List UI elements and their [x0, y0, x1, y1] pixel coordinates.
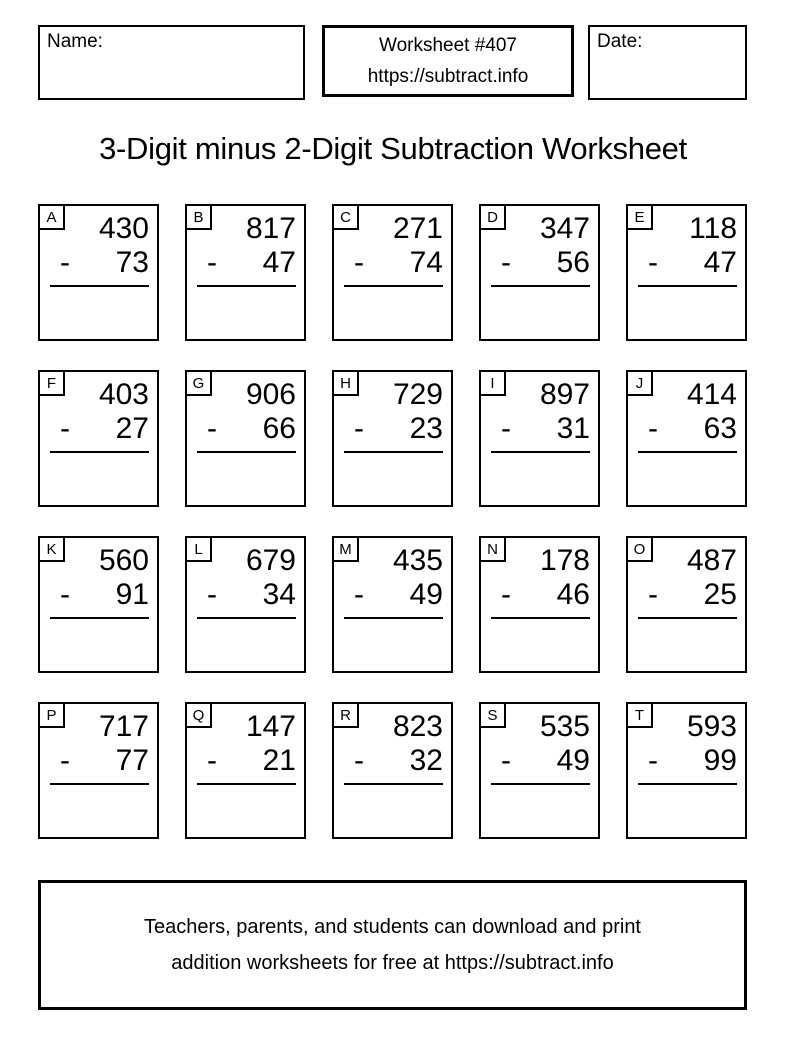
- subtrahend-value: 56: [556, 246, 590, 279]
- answer-space: [187, 453, 304, 498]
- minus-operator: -: [648, 744, 658, 777]
- minuend-value: 271: [392, 212, 443, 245]
- footer-box: [38, 880, 747, 1010]
- answer-space: [187, 785, 304, 830]
- problem-label: R: [334, 704, 359, 728]
- subtrahend-value: 49: [409, 578, 443, 611]
- minuend-value: 403: [98, 378, 149, 411]
- minus-operator: -: [60, 246, 70, 279]
- minus-operator: -: [207, 412, 217, 445]
- answer-space: [40, 785, 157, 830]
- subtrahend-value: 49: [556, 744, 590, 777]
- problem-box: [38, 702, 159, 839]
- subtrahend-row: [40, 744, 157, 778]
- subtrahend-value: 34: [262, 578, 296, 611]
- minus-operator: -: [354, 412, 364, 445]
- answer-space: [40, 619, 157, 664]
- subtrahend-row: [628, 578, 745, 612]
- subtrahend-value: 74: [409, 246, 443, 279]
- problem-label: N: [481, 538, 506, 562]
- subtrahend-row: [481, 246, 598, 280]
- problem-label: I: [481, 372, 506, 396]
- minuend-value: 679: [245, 544, 296, 577]
- answer-space: [187, 287, 304, 332]
- answer-space: [40, 287, 157, 332]
- problem-label: T: [628, 704, 653, 728]
- minuend-value: 560: [98, 544, 149, 577]
- subtrahend-row: [628, 246, 745, 280]
- minus-operator: -: [648, 578, 658, 611]
- subtrahend-row: [187, 412, 304, 446]
- problem-label: L: [187, 538, 212, 562]
- subtrahend-value: 99: [703, 744, 737, 777]
- minus-operator: -: [60, 744, 70, 777]
- subtrahend-row: [481, 412, 598, 446]
- subtrahend-row: [187, 578, 304, 612]
- minuend-value: 435: [392, 544, 443, 577]
- problem-box: [479, 702, 600, 839]
- answer-space: [481, 287, 598, 332]
- subtrahend-row: [187, 744, 304, 778]
- answer-space: [481, 453, 598, 498]
- worksheet-url: https://subtract.info: [367, 65, 529, 87]
- problem-box: [626, 204, 747, 341]
- minuend-value: 118: [689, 212, 737, 245]
- minuend-value: 535: [539, 710, 590, 743]
- problems-grid: [38, 204, 747, 839]
- problem-label: M: [334, 538, 359, 562]
- answer-space: [334, 287, 451, 332]
- subtrahend-value: 63: [703, 412, 737, 445]
- subtrahend-value: 31: [556, 412, 590, 445]
- date-field-box: [588, 25, 747, 100]
- problem-label: A: [40, 206, 65, 230]
- answer-space: [481, 619, 598, 664]
- subtrahend-row: [481, 744, 598, 778]
- minus-operator: -: [207, 578, 217, 611]
- answer-space: [628, 785, 745, 830]
- subtrahend-row: [334, 744, 451, 778]
- problem-box: [626, 536, 747, 673]
- minus-operator: -: [60, 578, 70, 611]
- date-label: Date:: [597, 31, 643, 52]
- problem-label: D: [481, 206, 506, 230]
- minus-operator: -: [501, 246, 511, 279]
- answer-space: [334, 785, 451, 830]
- problem-label: O: [628, 538, 653, 562]
- problem-box: [38, 370, 159, 507]
- footer-line-1: Teachers, parents, and students can download and print: [144, 915, 641, 938]
- subtrahend-row: [187, 246, 304, 280]
- problem-box: [479, 536, 600, 673]
- minuend-value: 430: [98, 212, 149, 245]
- subtrahend-value: 91: [115, 578, 149, 611]
- problem-label: F: [40, 372, 65, 396]
- subtrahend-row: [628, 412, 745, 446]
- subtrahend-value: 47: [262, 246, 296, 279]
- subtrahend-value: 21: [262, 744, 296, 777]
- subtrahend-value: 46: [556, 578, 590, 611]
- problem-label: G: [187, 372, 212, 396]
- subtrahend-value: 66: [262, 412, 296, 445]
- minuend-value: 823: [392, 710, 443, 743]
- minus-operator: -: [207, 246, 217, 279]
- problem-box: [185, 204, 306, 341]
- answer-space: [40, 453, 157, 498]
- problem-box: [185, 536, 306, 673]
- minuend-value: 897: [539, 378, 590, 411]
- minus-operator: -: [648, 246, 658, 279]
- problem-label: Q: [187, 704, 212, 728]
- minus-operator: -: [354, 744, 364, 777]
- problem-label: S: [481, 704, 506, 728]
- answer-space: [187, 619, 304, 664]
- minuend-value: 906: [245, 378, 296, 411]
- minuend-value: 147: [245, 710, 296, 743]
- minuend-value: 717: [98, 710, 149, 743]
- answer-space: [628, 453, 745, 498]
- minus-operator: -: [60, 412, 70, 445]
- subtrahend-row: [40, 412, 157, 446]
- name-label: Name:: [47, 31, 103, 52]
- minus-operator: -: [354, 578, 364, 611]
- subtrahend-value: 77: [115, 744, 149, 777]
- subtrahend-value: 27: [115, 412, 149, 445]
- problem-box: [332, 370, 453, 507]
- problem-label: H: [334, 372, 359, 396]
- problem-box: [38, 536, 159, 673]
- minuend-value: 593: [686, 710, 737, 743]
- problem-box: [332, 204, 453, 341]
- footer-line-2: addition worksheets for free at https://subtract.info: [171, 951, 614, 974]
- problem-box: [479, 370, 600, 507]
- name-field-box: [38, 25, 305, 100]
- worksheet-number: Worksheet #407: [378, 34, 517, 56]
- problem-box: [185, 370, 306, 507]
- problem-box: [626, 702, 747, 839]
- problem-label: C: [334, 206, 359, 230]
- problem-box: [332, 702, 453, 839]
- subtrahend-row: [40, 578, 157, 612]
- page-title: 3-Digit minus 2-Digit Subtraction Worksheet: [99, 131, 687, 166]
- answer-space: [334, 453, 451, 498]
- minus-operator: -: [648, 412, 658, 445]
- problem-label: B: [187, 206, 212, 230]
- minus-operator: -: [501, 578, 511, 611]
- problem-box: [626, 370, 747, 507]
- minuend-value: 414: [686, 378, 737, 411]
- answer-space: [481, 785, 598, 830]
- subtrahend-value: 73: [115, 246, 149, 279]
- subtrahend-value: 25: [703, 578, 737, 611]
- minus-operator: -: [354, 246, 364, 279]
- minuend-value: 817: [245, 212, 296, 245]
- answer-space: [628, 619, 745, 664]
- minuend-value: 729: [392, 378, 443, 411]
- subtrahend-row: [628, 744, 745, 778]
- worksheet-info-box: [322, 25, 574, 97]
- subtrahend-row: [334, 578, 451, 612]
- problem-box: [479, 204, 600, 341]
- problem-label: J: [628, 372, 653, 396]
- minuend-value: 178: [539, 544, 590, 577]
- problem-label: K: [40, 538, 65, 562]
- minus-operator: -: [207, 744, 217, 777]
- problem-label: E: [628, 206, 653, 230]
- subtrahend-value: 23: [409, 412, 443, 445]
- subtrahend-value: 47: [703, 246, 737, 279]
- answer-space: [628, 287, 745, 332]
- problem-box: [185, 702, 306, 839]
- answer-space: [334, 619, 451, 664]
- minus-operator: -: [501, 744, 511, 777]
- problem-box: [332, 536, 453, 673]
- minuend-value: 347: [539, 212, 590, 245]
- problem-label: P: [40, 704, 65, 728]
- minus-operator: -: [501, 412, 511, 445]
- minuend-value: 487: [686, 544, 737, 577]
- subtrahend-value: 32: [409, 744, 443, 777]
- subtrahend-row: [334, 412, 451, 446]
- problem-box: [38, 204, 159, 341]
- subtrahend-row: [334, 246, 451, 280]
- subtrahend-row: [40, 246, 157, 280]
- subtrahend-row: [481, 578, 598, 612]
